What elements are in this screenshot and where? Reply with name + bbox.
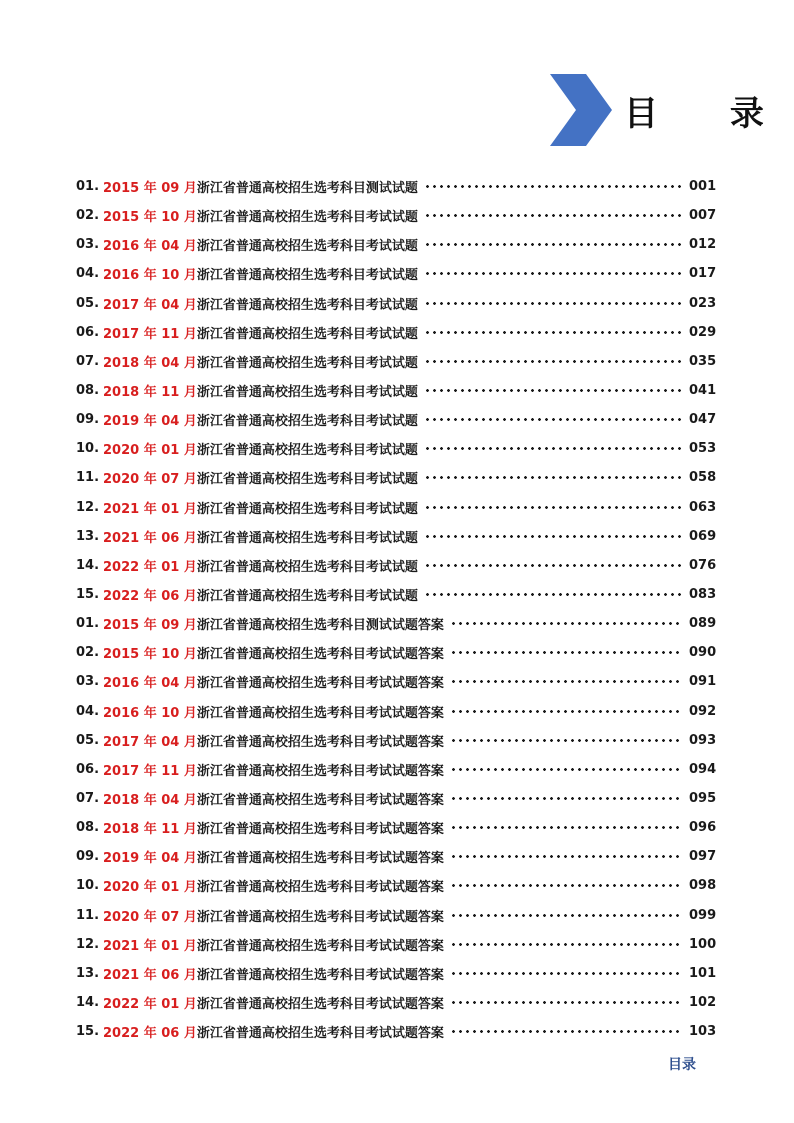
toc-entry-page: 090 [689, 645, 717, 661]
toc-entry-date: 2022 年 01 月 [103, 997, 197, 1012]
toc-leader-dots [424, 326, 683, 339]
toc-leader-dots [450, 675, 683, 688]
toc-entry[interactable] [76, 551, 717, 580]
toc-entry-page: 093 [689, 732, 717, 748]
toc-entry-date: 2021 年 01 月 [103, 938, 197, 954]
toc-entry-date: 2015 年 10 月 [103, 210, 197, 226]
toc-entry-page: 095 [689, 791, 717, 807]
toc-entry-number: 05. [76, 295, 100, 311]
toc-entry-date: 2016 年 04 月 [103, 239, 197, 255]
toc-entry-date: 2022 年 01 月 [103, 559, 197, 575]
toc-entry[interactable] [76, 813, 717, 842]
toc-header [548, 72, 794, 148]
toc-entry-page: 053 [689, 441, 717, 457]
chevron-right-icon [548, 72, 618, 148]
toc-entry-page: 102 [689, 995, 717, 1010]
toc-entry-date: 2015 年 09 月 [103, 618, 197, 634]
toc-entry[interactable] [76, 289, 717, 318]
toc-entry-title: 浙江省普通高校招生选考科目考试试题答案 [196, 909, 444, 925]
toc-entry-page: 058 [689, 470, 717, 486]
toc-entry[interactable] [76, 376, 717, 405]
footer-toc-link[interactable]: 目录 [668, 1057, 696, 1073]
toc-leader-dots [424, 238, 683, 251]
toc-entry-date: 2021 年 06 月 [103, 530, 197, 546]
toc-entry[interactable] [76, 347, 717, 376]
toc-entry-date: 2020 年 01 月 [103, 880, 197, 896]
toc-entry-date: 2020 年 07 月 [103, 909, 197, 925]
toc-leader-dots [450, 821, 683, 834]
toc-entry-date: 2016 年 04 月 [103, 676, 197, 692]
toc-leader-dots [424, 501, 683, 514]
toc-entry[interactable] [76, 318, 717, 347]
toc-entry-page: 100 [689, 936, 717, 952]
toc-entry-number: 03. [76, 674, 100, 690]
toc-leader-dots [424, 530, 683, 543]
toc-entry-title: 浙江省普通高校招生选考科目考试试题答案 [196, 967, 444, 983]
toc-entry-page: 101 [689, 965, 717, 981]
toc-entry-title: 浙江省普通高校招生选考科目考试试题 [196, 414, 418, 430]
toc-leader-dots [450, 646, 683, 659]
toc-entry-date: 2018 年 11 月 [103, 385, 197, 401]
toc-entry-number: 01. [76, 616, 100, 632]
toc-entry-number: 02. [76, 208, 100, 224]
toc-entry-number: 05. [76, 732, 100, 748]
toc-entry-title: 浙江省普通高校招生选考科目考试试题 [196, 501, 418, 517]
toc-entry-date: 2018 年 04 月 [103, 793, 197, 809]
toc-entry[interactable] [76, 463, 717, 492]
toc-leader-dots [424, 209, 683, 222]
toc-entry-date: 2018 年 04 月 [103, 355, 197, 371]
toc-entry-number: 03. [76, 237, 100, 253]
toc-entry-number: 11. [76, 907, 100, 923]
toc-entry-number: 12. [76, 499, 100, 515]
toc-entry[interactable] [76, 667, 717, 696]
toc-entry-page: 098 [689, 878, 717, 894]
toc-entry-title: 浙江省普通高校招生选考科目考试试题 [196, 443, 418, 459]
toc-leader-dots [424, 559, 683, 572]
toc-entry-number: 09. [76, 412, 100, 428]
toc-entry-number: 09. [76, 849, 100, 865]
toc-entry-title: 浙江省普通高校招生选考科目考试试题 [196, 559, 418, 575]
toc-entry-number: 15. [76, 1024, 100, 1040]
toc-entry[interactable] [76, 697, 717, 726]
toc-entry-page: 029 [689, 324, 717, 340]
toc-entry-title: 浙江省普通高校招生选考科目考试试题 [196, 297, 418, 313]
toc-entry-title: 浙江省普通高校招生选考科目考试试题答案 [196, 997, 444, 1012]
toc-entry-number: 08. [76, 383, 100, 399]
toc-leader-dots [450, 705, 683, 718]
toc-entry-title: 浙江省普通高校招生选考科目考试试题答案 [196, 851, 444, 867]
toc-entry-date: 2021 年 06 月 [103, 967, 197, 983]
toc-leader-dots [450, 879, 683, 892]
toc-entry[interactable] [76, 259, 717, 288]
toc-entry-page: 091 [689, 674, 717, 690]
toc-entry-date: 2019 年 04 月 [103, 851, 197, 867]
toc-entry-title: 浙江省普通高校招生选考科目考试试题答案 [196, 734, 444, 750]
toc-entry-title: 浙江省普通高校招生选考科目考试试题 [196, 210, 418, 226]
toc-leader-dots [424, 180, 683, 193]
toc-entry-number: 07. [76, 791, 100, 807]
toc-entry-number: 07. [76, 353, 100, 369]
toc-entry[interactable] [76, 842, 717, 871]
toc-entry-page: 083 [689, 587, 717, 603]
toc-leader-dots [450, 909, 683, 922]
toc-entry-title: 浙江省普通高校招生选考科目考试试题答案 [196, 822, 444, 838]
toc-entry[interactable] [76, 405, 717, 434]
toc-entry[interactable] [76, 201, 717, 230]
toc-entry-title: 浙江省普通高校招生选考科目考试试题 [196, 472, 418, 488]
toc-entry-page: 096 [689, 820, 717, 836]
toc-entry-page: 092 [689, 703, 717, 719]
toc-entry-page: 097 [689, 849, 717, 865]
toc-entry-page: 069 [689, 528, 717, 544]
toc-entry-date: 2020 年 07 月 [103, 472, 197, 488]
toc-leader-dots [450, 734, 683, 747]
toc-entry-title: 浙江省普通高校招生选考科目考试试题 [196, 530, 418, 546]
toc-entry-page: 076 [689, 557, 717, 573]
toc-entry-title: 浙江省普通高校招生选考科目考试试题 [196, 268, 418, 284]
toc-entry-number: 01. [76, 179, 100, 195]
toc-entry-title: 浙江省普通高校招生选考科目考试试题答案 [196, 1026, 444, 1042]
toc-entry-date: 2015 年 09 月 [103, 181, 197, 197]
toc-leader-dots [450, 996, 683, 1009]
toc-entry-number: 10. [76, 878, 100, 894]
toc-entry-number: 06. [76, 324, 100, 340]
toc-entry-page: 001 [689, 179, 717, 195]
toc-leader-dots [450, 850, 683, 863]
toc-entry-page: 012 [689, 237, 717, 253]
toc-entry-date: 2017 年 11 月 [103, 763, 197, 779]
toc-leader-dots [450, 1025, 683, 1038]
toc-entry[interactable] [76, 988, 717, 1017]
toc-entry-page: 035 [689, 353, 717, 369]
toc-entry-number: 12. [76, 936, 100, 952]
toc-entry[interactable] [76, 930, 717, 959]
toc-entry-number: 04. [76, 703, 100, 719]
toc-leader-dots [450, 938, 683, 951]
toc-entry-title: 浙江省普通高校招生选考科目考试试题 [196, 326, 418, 342]
toc-entry-number: 15. [76, 587, 100, 603]
toc-entry-date: 2017 年 04 月 [103, 297, 197, 313]
toc-leader-dots [424, 355, 683, 368]
toc-leader-dots [424, 442, 683, 455]
toc-entry-page: 041 [689, 383, 717, 399]
toc-entry-date: 2018 年 11 月 [103, 822, 197, 838]
toc-entry[interactable] [76, 871, 717, 900]
toc-entry-title: 浙江省普通高校招生选考科目考试试题 [196, 239, 418, 255]
toc-leader-dots [450, 792, 683, 805]
toc-entry-date: 2022 年 06 月 [103, 589, 197, 605]
toc-entry-number: 10. [76, 441, 100, 457]
toc-leader-dots [424, 471, 683, 484]
toc-leader-dots [424, 384, 683, 397]
toc-leader-dots [424, 413, 683, 426]
toc-entry-number: 13. [76, 965, 100, 981]
toc-entry-page: 017 [689, 266, 717, 282]
toc-entry[interactable] [76, 434, 717, 463]
toc-entry-page: 023 [689, 295, 717, 311]
toc-entry[interactable] [76, 580, 717, 609]
toc-entry-number: 11. [76, 470, 100, 486]
toc-entry-page: 007 [689, 208, 717, 224]
toc-entry-date: 2017 年 04 月 [103, 734, 197, 750]
toc-entry-title: 浙江省普通高校招生选考科目考试试题 [196, 385, 418, 401]
toc-entry-number: 06. [76, 761, 100, 777]
toc-entry[interactable] [76, 609, 717, 638]
toc-entry-date: 2019 年 04 月 [103, 414, 197, 430]
toc-entry-date: 2022 年 06 月 [103, 1026, 197, 1042]
toc-entry-number: 08. [76, 820, 100, 836]
toc-entry-date: 2020 年 01 月 [103, 443, 197, 459]
toc-entry-page: 099 [689, 907, 717, 923]
toc-entry-title: 浙江省普通高校招生选考科目考试试题答案 [196, 793, 444, 809]
toc-entry[interactable] [76, 784, 717, 813]
toc-entry[interactable] [76, 230, 717, 259]
toc-entry[interactable] [76, 522, 717, 551]
toc-entry-number: 14. [76, 557, 100, 573]
toc-leader-dots [450, 617, 683, 630]
toc-leader-dots [424, 297, 683, 310]
toc-entry-number: 04. [76, 266, 100, 282]
toc-entry-page: 094 [689, 761, 717, 777]
toc-leader-dots [424, 267, 683, 280]
toc-entry-title: 浙江省普通高校招生选考科目考试试题 [196, 589, 418, 605]
toc-entry-date: 2021 年 01 月 [103, 501, 197, 517]
toc-entry[interactable] [76, 638, 717, 667]
toc-entry[interactable] [76, 755, 717, 784]
toc-entry-title: 浙江省普通高校招生选考科目考试试题答案 [196, 705, 444, 721]
toc-leader-dots [450, 763, 683, 776]
toc-entry-page: 089 [689, 616, 717, 632]
toc-entry-title: 浙江省普通高校招生选考科目考试试题答案 [196, 676, 444, 692]
toc-entry[interactable] [76, 901, 717, 930]
toc-entry[interactable] [76, 726, 717, 755]
toc-entry-page: 063 [689, 499, 717, 515]
page-title: 目 录 [624, 94, 794, 134]
toc-entry[interactable] [76, 1017, 717, 1046]
toc-entry-title: 浙江省普通高校招生选考科目考试试题答案 [196, 938, 444, 954]
toc-entry-date: 2017 年 11 月 [103, 326, 197, 342]
toc-entry-date: 2016 年 10 月 [103, 268, 197, 284]
toc-entry[interactable] [76, 493, 717, 522]
toc-list [76, 172, 717, 1046]
toc-entry-date: 2015 年 10 月 [103, 647, 197, 663]
toc-entry-title: 浙江省普通高校招生选考科目考试试题答案 [196, 763, 444, 779]
toc-entry-title: 浙江省普通高校招生选考科目考试试题 [196, 355, 418, 371]
toc-entry-title: 浙江省普通高校招生选考科目考试试题答案 [196, 880, 444, 896]
toc-entry-title: 浙江省普通高校招生选考科目考试试题答案 [196, 647, 444, 663]
toc-entry-number: 02. [76, 645, 100, 661]
toc-leader-dots [450, 967, 683, 980]
toc-entry-page: 103 [689, 1024, 717, 1040]
toc-entry-number: 14. [76, 995, 100, 1010]
toc-entry-title: 浙江省普通高校招生选考科目测试试题答案 [196, 618, 444, 634]
toc-entry-date: 2016 年 10 月 [103, 705, 197, 721]
toc-entry-page: 047 [689, 412, 717, 428]
toc-entry-title: 浙江省普通高校招生选考科目测试试题 [196, 181, 418, 197]
toc-entry[interactable] [76, 959, 717, 988]
toc-leader-dots [424, 588, 683, 601]
toc-entry-number: 13. [76, 528, 100, 544]
toc-entry[interactable] [76, 172, 717, 201]
